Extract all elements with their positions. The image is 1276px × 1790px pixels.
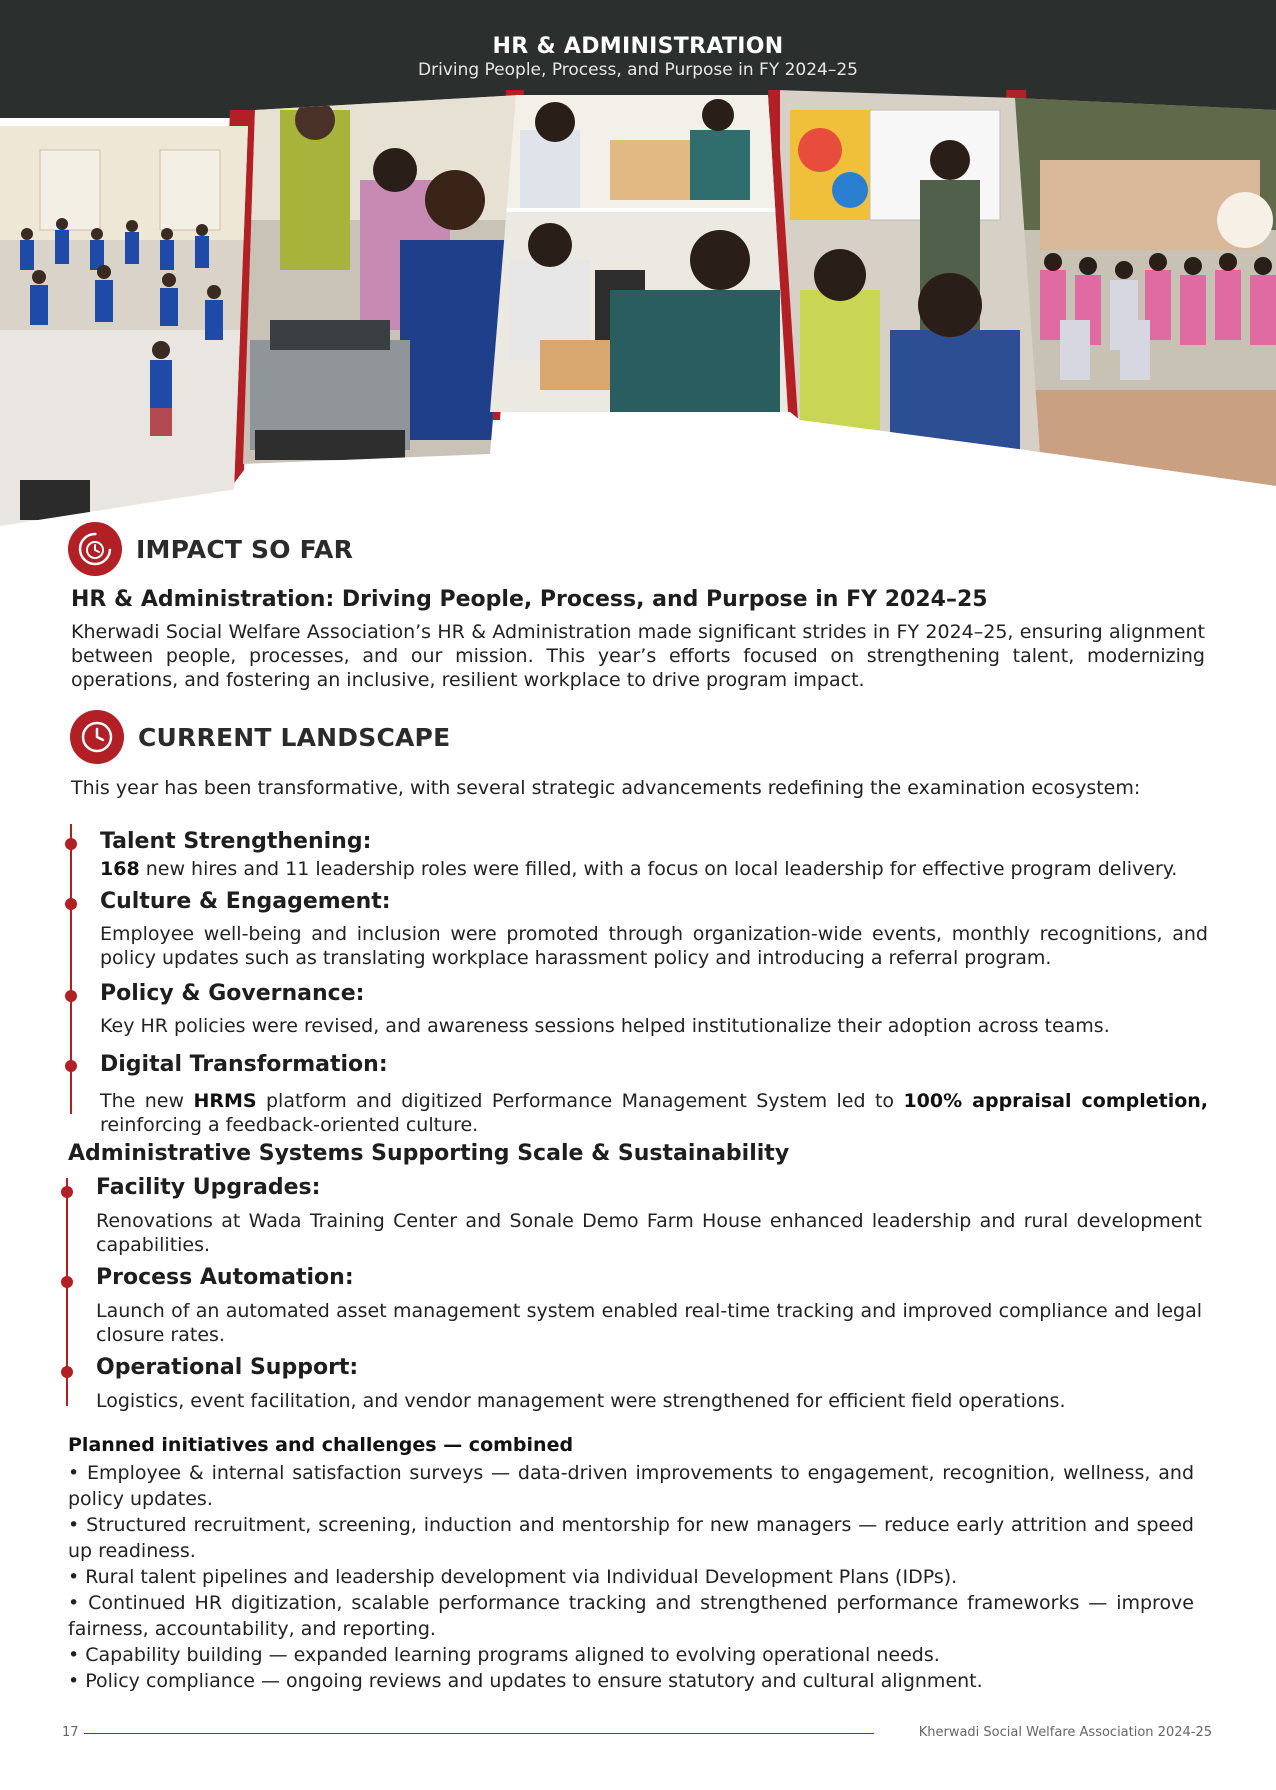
group-staff-photo (1010, 90, 1276, 490)
stopwatch-icon (68, 522, 122, 576)
hires-count: 168 (100, 858, 140, 880)
page-number: 17 (62, 1725, 79, 1740)
header-title: HR & ADMINISTRATION (492, 34, 784, 59)
item-title-policy: Policy & Governance: (100, 981, 365, 1006)
item-title-digital: Digital Transformation: (100, 1052, 388, 1077)
item-title-facility: Facility Upgrades: (96, 1175, 321, 1200)
timeline-dot (61, 1186, 73, 1198)
digital-text-b: platform and digitized Performance Management System led to (256, 1090, 904, 1112)
clock-icon (70, 710, 124, 764)
photo-collage (0, 90, 1276, 530)
item-text-policy: Key HR policies were revised, and awareness sessions helped institutionalize their adoption across teams. (100, 1015, 1110, 1037)
plan-item: • Policy compliance — ongoing reviews and updates to ensure statutory and cultural alignment. (68, 1670, 983, 1692)
item-title-culture: Culture & Engagement: (100, 889, 391, 914)
item-title-operational: Operational Support: (96, 1355, 359, 1380)
item-text-facility: Renovations at Wada Training Center and Sonale Demo Farm House enhanced leadership and rural development capabilities. (96, 1210, 1202, 1256)
interview-meeting-photos (490, 90, 790, 420)
impact-section-title: IMPACT SO FAR (136, 534, 354, 564)
plan-item: • Employee & internal satisfaction surveys — data-driven improvements to engagement, recognition, wellness, and policy updates. (68, 1462, 1194, 1510)
footer-org-name: Kherwadi Social Welfare Association 2024-25 (918, 1725, 1212, 1740)
header-subtitle: Driving People, Process, and Purpose in FY 2024–25 (417, 60, 859, 80)
item-text-talent (100, 857, 1208, 881)
plan-item: • Structured recruitment, screening, induction and mentorship for new managers — reduce early attrition and speed up readiness. (68, 1514, 1194, 1562)
digital-text-c: reinforcing a feedback-oriented culture. (100, 1114, 479, 1136)
landscape-intro: This year has been transformative, with several strategic advancements redefining the examination ecosystem: (71, 777, 1141, 799)
landscape-section-title: CURRENT LANDSCAPE (138, 722, 451, 752)
landscape-section-header (70, 710, 450, 764)
plan-item: • Capability building — expanded learning programs aligned to evolving operational needs. (68, 1644, 940, 1666)
item-text-culture: Employee well-being and inclusion were promoted through organization-wide events, monthly recognitions, and policy updates such as translating workplace harassment policy and introducing a referral program. (100, 923, 1208, 969)
digital-text-a: The new (100, 1090, 194, 1112)
item-text-digital (100, 1089, 1208, 1137)
impact-body: Kherwadi Social Welfare Association’s HR & Administration made significant strides in FY 2024–25, ensuring alignment between people, processes, and our mission. This year’s efforts focused on strengthening talent, modernizing operations, and fostering an inclusive, resilient workplace to drive program impact. (71, 621, 1205, 691)
talent-text: new hires and 11 leadership roles were filled, with a focus on local leadership for effective program delivery. (139, 858, 1178, 880)
item-title-automation: Process Automation: (96, 1265, 354, 1290)
office-desk-work-photo (240, 90, 530, 470)
timeline-dot (65, 838, 77, 850)
item-text-operational: Logistics, event facilitation, and vendor management were strengthened for efficient field operations. (96, 1390, 1066, 1412)
appraisal-completion: 100% appraisal completion, (903, 1090, 1209, 1112)
timeline-dot (61, 1276, 73, 1288)
plans-title: Planned initiatives and challenges — combined (68, 1434, 574, 1456)
timeline-dot (65, 1060, 77, 1072)
footer-divider (84, 1733, 874, 1734)
presentation-session-photo (780, 90, 1050, 470)
admin-heading: Administrative Systems Supporting Scale & Sustainability (68, 1141, 790, 1166)
timeline-dot (65, 898, 77, 910)
plan-item: • Rural talent pipelines and leadership development via Individual Development Plans (IDPs). (68, 1566, 958, 1588)
yoga-session-photo (0, 120, 260, 530)
timeline-dot (61, 1366, 73, 1378)
impact-heading: HR & Administration: Driving People, Process, and Purpose in FY 2024–25 (71, 587, 988, 612)
item-text-automation: Launch of an automated asset management system enabled real-time tracking and improved compliance and legal closure rates. (96, 1300, 1202, 1346)
plan-item: • Continued HR digitization, scalable performance tracking and strengthened performance frameworks — improve fairness, accountability, and reporting. (68, 1592, 1194, 1640)
plans-list (68, 1460, 1194, 1694)
hrms-label: HRMS (193, 1090, 257, 1112)
impact-section-header (68, 522, 353, 576)
item-title-talent: Talent Strengthening: (100, 829, 372, 854)
timeline-dot (65, 990, 77, 1002)
